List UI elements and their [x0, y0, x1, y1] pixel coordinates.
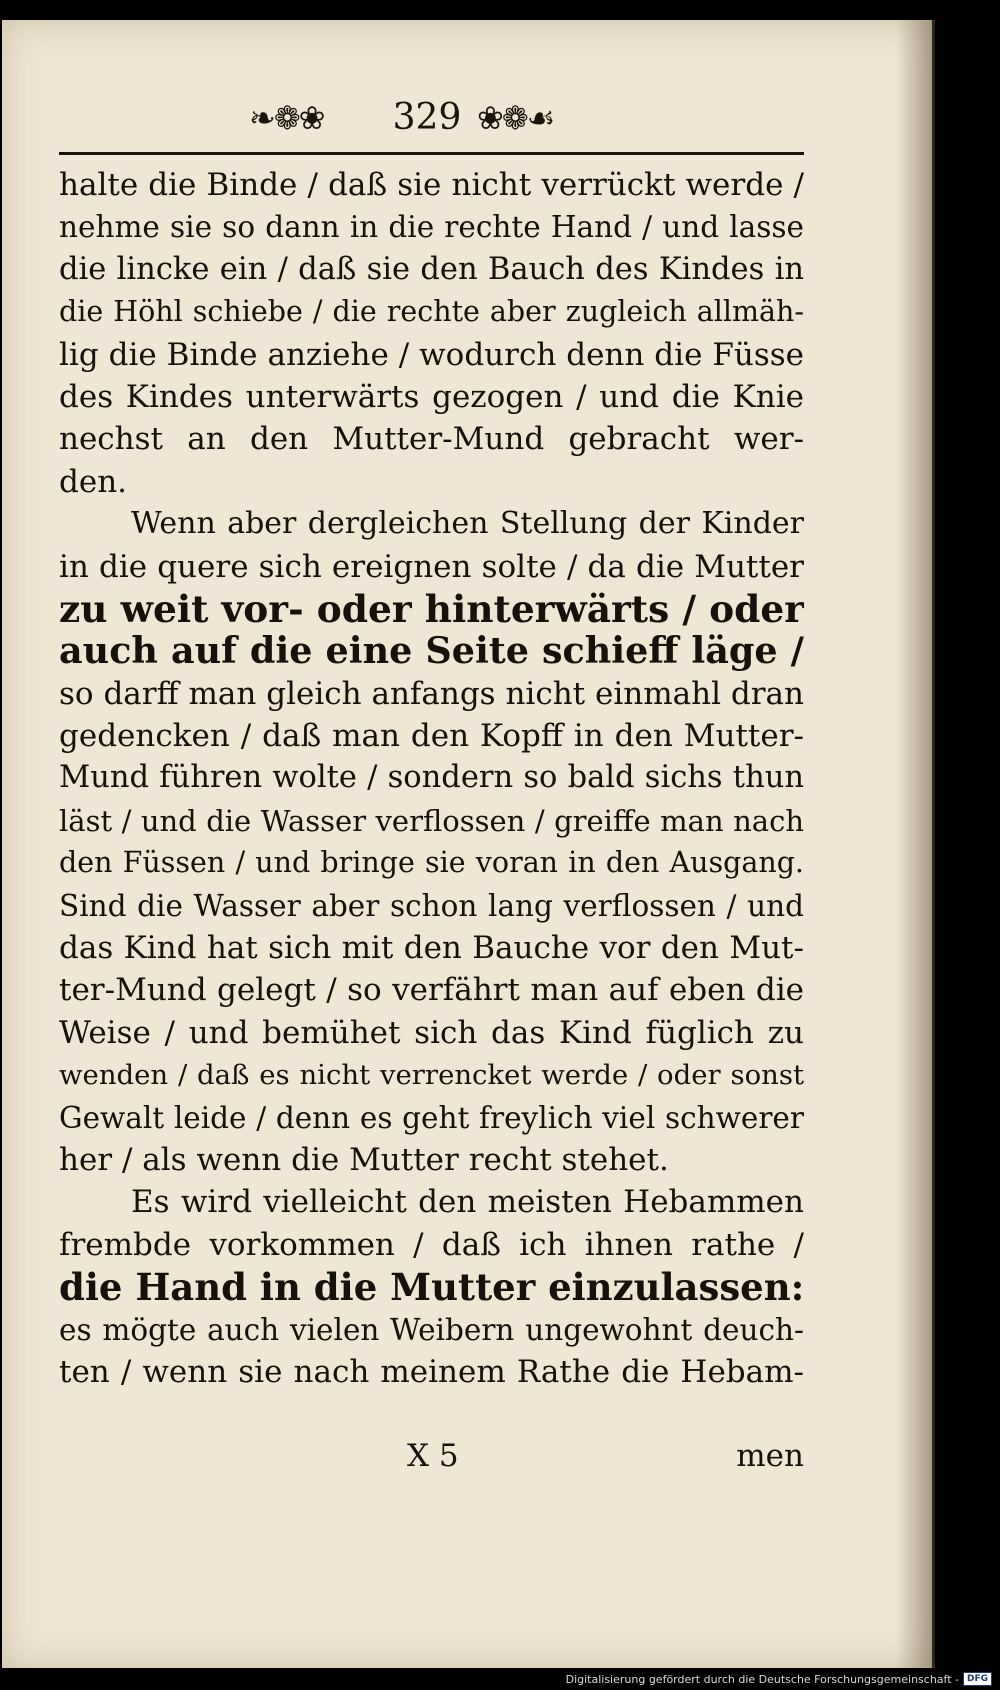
- header-ornament-left: ❧❁❀: [249, 99, 324, 137]
- text-line: in die quere sich ereignen solte / da die Mutter: [59, 548, 804, 585]
- digitization-credit: [566, 1672, 992, 1686]
- page-footer: [59, 1438, 804, 1488]
- header-ornament-right: ❀❁☙: [477, 99, 554, 137]
- text-line: ter-Mund gelegt / so verfährt man auf eben die: [59, 972, 804, 1009]
- text-line: das Kind hat sich mit den Bauche vor den Mut-: [59, 930, 804, 967]
- text-line: zu weit vor- oder hinterwärts / oder: [59, 587, 804, 631]
- text-line: Weise / und bemühet sich das Kind füglich zu: [59, 1014, 804, 1051]
- text-line: Sind die Wasser aber schon lang verflossen / und: [59, 888, 804, 923]
- text-line: Wenn aber dergleichen Stellung der Kinder: [131, 506, 804, 542]
- body-text: [59, 164, 804, 1393]
- text-line: ten / wenn sie nach meinem Rathe die Hebam-: [59, 1353, 804, 1390]
- text-line: des Kindes unterwärts gezogen / und die Knie: [59, 378, 804, 415]
- text-line: läst / und die Wasser verflossen / greiffe man nach: [59, 803, 804, 838]
- text-line: Mund führen wolte / sondern so bald sichs thun: [59, 760, 804, 796]
- page-header: [59, 92, 804, 162]
- text-line: die Hand in die Mutter einzulassen:: [59, 1266, 804, 1309]
- text-line: nehme sie so dann in die rechte Hand / und lasse: [59, 210, 804, 245]
- text-line: es mögte auch vielen Weibern ungewohnt deuch-: [59, 1312, 804, 1347]
- text-line: nechst an den Mutter-Mund gebracht wer-: [59, 421, 804, 458]
- text-line: her / als wenn die Mutter recht stehet.: [59, 1141, 669, 1178]
- text-line: Gewalt leide / denn es geht freylich viel schwerer: [59, 1100, 804, 1135]
- book-page: [2, 20, 935, 1668]
- catchword: men: [736, 1438, 804, 1474]
- text-line: auch auf die eine Seite schieff läge /: [59, 630, 804, 673]
- text-line: die lincke ein / daß sie den Bauch des Kindes in: [59, 251, 804, 287]
- text-line: gedencken / daß man den Kopff in den Mutter-: [59, 718, 804, 755]
- text-line: frembde vorkommen / daß ich ihnen rathe /: [59, 1226, 804, 1263]
- text-line: den Füssen / und bringe sie voran in den Ausgang.: [59, 846, 804, 880]
- page-number: 329: [392, 97, 462, 138]
- signature-mark: X 5: [407, 1438, 459, 1474]
- credit-text: Digitalisierung gefördert durch die Deutsche Forschungsgemeinschaft -: [565, 1672, 959, 1686]
- text-line: Es wird vielleicht den meisten Hebammen: [131, 1184, 804, 1221]
- header-rule: [59, 152, 804, 155]
- text-line: lig die Binde anziehe / wodurch denn die Füsse: [59, 336, 804, 373]
- text-line: den.: [59, 463, 128, 500]
- dfg-logo: DFG: [963, 1672, 992, 1686]
- text-line: die Höhl schiebe / die rechte aber zugleich allmäh-: [59, 295, 804, 329]
- text-line: halte die Binde / daß sie nicht verrückt werde /: [59, 167, 804, 203]
- text-line: so darff man gleich anfangs nicht einmahl dran: [59, 675, 804, 712]
- text-line: wenden / daß es nicht verrencket werde / oder sonst: [59, 1059, 804, 1092]
